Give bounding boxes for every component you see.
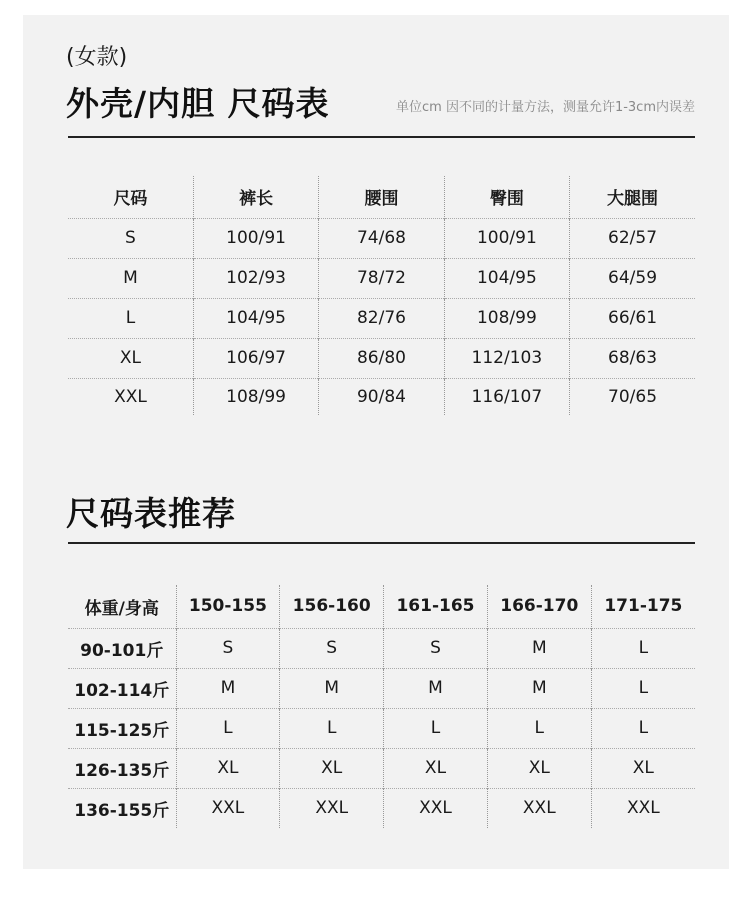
header-height-range: 161-165 xyxy=(384,585,488,628)
table-cell: XXL xyxy=(591,788,695,828)
weight-cell: 126-135斤 xyxy=(68,748,176,788)
recommend-table xyxy=(68,585,695,828)
table-cell: XXL xyxy=(176,788,280,828)
table-cell: 90/84 xyxy=(319,378,444,415)
table-row xyxy=(68,708,695,748)
header-hip: 臀围 xyxy=(444,176,569,218)
table-cell: 82/76 xyxy=(319,298,444,338)
table-row xyxy=(68,628,695,668)
table-cell: L xyxy=(176,708,280,748)
table-row xyxy=(68,338,695,378)
table-cell: XL xyxy=(591,748,695,788)
table-cell: 64/59 xyxy=(570,258,695,298)
table-cell: 74/68 xyxy=(319,218,444,258)
table-cell: 62/57 xyxy=(570,218,695,258)
recommend-title: 尺码表推荐 xyxy=(66,494,236,533)
table-row xyxy=(68,378,695,415)
table-cell: 106/97 xyxy=(193,338,318,378)
weight-cell: 102-114斤 xyxy=(68,668,176,708)
header-thigh: 大腿围 xyxy=(570,176,695,218)
header-height-range: 166-170 xyxy=(487,585,591,628)
table-cell: 108/99 xyxy=(444,298,569,338)
table-cell: 66/61 xyxy=(570,298,695,338)
table-header-row xyxy=(68,585,695,628)
header-weight-height: 体重/身高 xyxy=(84,598,159,619)
page-title: 外壳/内胆 尺码表 xyxy=(66,84,330,123)
header-height-range: 150-155 xyxy=(176,585,280,628)
table-cell: XL xyxy=(176,748,280,788)
measurement-note: 单位cm 因不同的计量方法，测量允许1-3cm内误差 xyxy=(396,100,695,115)
table-cell: M xyxy=(384,668,488,708)
weight-cell: 136-155斤 xyxy=(68,788,176,828)
table-cell: M xyxy=(487,628,591,668)
table-cell: L xyxy=(68,298,193,338)
table-cell: XXL xyxy=(487,788,591,828)
title-divider xyxy=(68,136,695,138)
table-cell: M xyxy=(176,668,280,708)
header-length: 裤长 xyxy=(193,176,318,218)
table-row xyxy=(68,748,695,788)
table-cell: XL xyxy=(280,748,384,788)
table-cell: 100/91 xyxy=(193,218,318,258)
table-cell: 104/95 xyxy=(193,298,318,338)
table-header-row xyxy=(68,176,695,218)
table-cell: L xyxy=(591,668,695,708)
header-waist: 腰围 xyxy=(319,176,444,218)
table-cell: 100/91 xyxy=(444,218,569,258)
weight-cell: 115-125斤 xyxy=(68,708,176,748)
table-row xyxy=(68,218,695,258)
table-cell: L xyxy=(591,628,695,668)
table-cell: XXL xyxy=(384,788,488,828)
table-cell: M xyxy=(68,258,193,298)
table-cell: S xyxy=(384,628,488,668)
header-height-range: 171-175 xyxy=(591,585,695,628)
table-cell: L xyxy=(591,708,695,748)
table-cell: 86/80 xyxy=(319,338,444,378)
table-cell: 116/107 xyxy=(444,378,569,415)
table-cell: 68/63 xyxy=(570,338,695,378)
table-cell: 104/95 xyxy=(444,258,569,298)
weight-cell: 90-101斤 xyxy=(68,628,176,668)
table-cell: XL xyxy=(68,338,193,378)
table-cell: L xyxy=(487,708,591,748)
table-cell: 70/65 xyxy=(570,378,695,415)
table-cell: XXL xyxy=(280,788,384,828)
table-cell: 112/103 xyxy=(444,338,569,378)
table-cell: S xyxy=(176,628,280,668)
table-cell: S xyxy=(68,218,193,258)
header-height-range: 156-160 xyxy=(280,585,384,628)
table-cell: 78/72 xyxy=(319,258,444,298)
table-cell: L xyxy=(384,708,488,748)
gender-subtitle: (女款) xyxy=(66,45,128,70)
table-cell: 102/93 xyxy=(193,258,318,298)
table-cell: M xyxy=(487,668,591,708)
table-row xyxy=(68,668,695,708)
header-size: 尺码 xyxy=(113,189,148,210)
size-chart-table xyxy=(68,176,695,415)
table-row xyxy=(68,258,695,298)
table-cell: M xyxy=(280,668,384,708)
table-cell: 108/99 xyxy=(193,378,318,415)
table-cell: XL xyxy=(487,748,591,788)
table-cell: XXL xyxy=(68,378,193,415)
table-row xyxy=(68,298,695,338)
table-row xyxy=(68,788,695,828)
table-cell: XL xyxy=(384,748,488,788)
recommend-divider xyxy=(68,542,695,544)
table-cell: L xyxy=(280,708,384,748)
table-cell: S xyxy=(280,628,384,668)
